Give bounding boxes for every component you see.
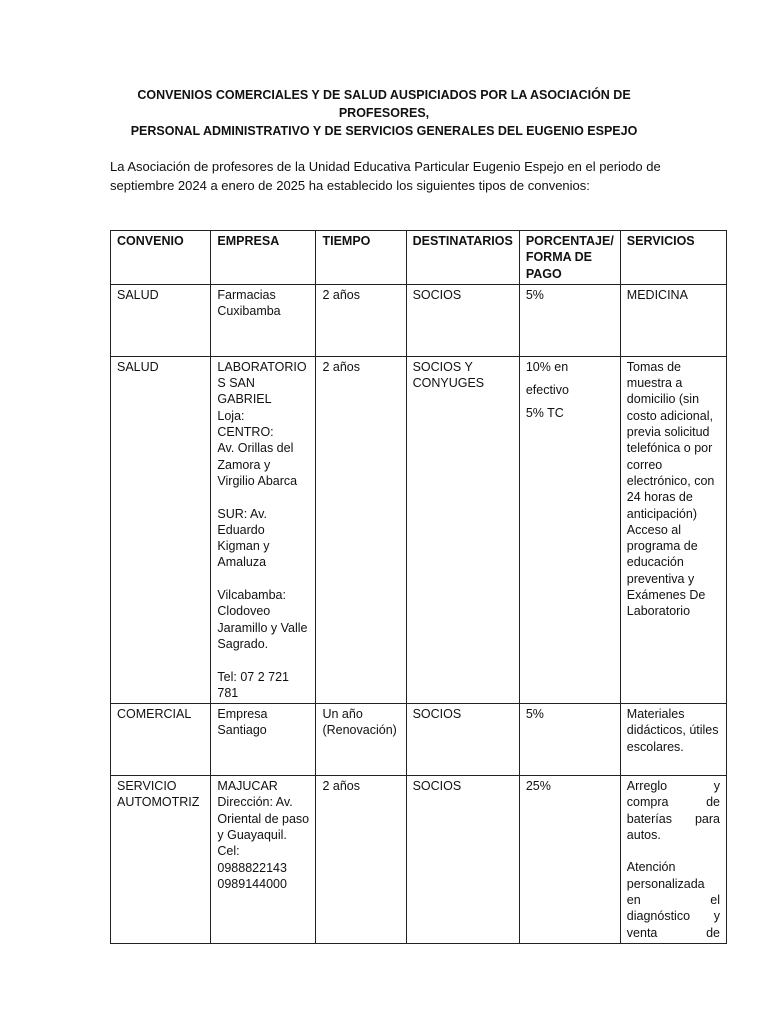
header-servicios: SERVICIOS bbox=[620, 231, 726, 285]
cell-porcentaje: 5% bbox=[519, 704, 620, 776]
cell-empresa: MAJUCAR Dirección: Av. Oriental de paso y Guayaquil. Cel: 0988822143 0989144000 bbox=[211, 776, 316, 944]
cell-destinatarios: SOCIOS bbox=[406, 704, 519, 776]
cell-tiempo: Un año (Renovación) bbox=[316, 704, 406, 776]
table-row bbox=[111, 284, 727, 356]
table-header-row bbox=[111, 231, 727, 285]
cell-servicios bbox=[620, 776, 726, 944]
porcentaje-line: 5% TC bbox=[525, 406, 564, 421]
title-line-2: PERSONAL ADMINISTRATIVO Y DE SERVICIOS GENERALES DEL EUGENIO ESPEJO bbox=[130, 124, 638, 138]
servicios-paragraph: Atención personalizada en el diagnóstico y venta de bbox=[626, 860, 720, 940]
cell-destinatarios: SOCIOS bbox=[406, 776, 519, 944]
cell-servicios: MEDICINA bbox=[620, 284, 726, 356]
intro-paragraph: La Asociación de profesores de la Unidad Educativa Particular Eugenio Espejo en el periodo de septiembre 2024 a enero de 2025 ha establecido los siguientes tipos de convenios: bbox=[110, 159, 661, 193]
table-row bbox=[111, 776, 727, 944]
porcentaje-line: 10% en bbox=[525, 359, 569, 374]
cell-tiempo: 2 años bbox=[316, 776, 406, 944]
cell-tiempo: 2 años bbox=[316, 356, 406, 703]
porcentaje-line: efectivo bbox=[525, 383, 569, 398]
cell-convenio: SERVICIO AUTOMOTRIZ bbox=[111, 776, 211, 944]
cell-convenio: SALUD bbox=[111, 356, 211, 703]
cell-convenio: COMERCIAL bbox=[111, 704, 211, 776]
cell-porcentaje: 25% bbox=[519, 776, 620, 944]
agreements-table bbox=[110, 230, 727, 944]
cell-porcentaje bbox=[519, 356, 620, 703]
header-convenio: CONVENIO bbox=[111, 231, 211, 285]
header-destinatarios: DESTINATARIOS bbox=[406, 231, 519, 285]
table-row bbox=[111, 356, 727, 703]
header-empresa: EMPRESA bbox=[211, 231, 316, 285]
cell-convenio: SALUD bbox=[111, 284, 211, 356]
cell-empresa: LABORATORIO S SAN GABRIEL Loja: CENTRO: Av. Orillas del Zamora y Virgilio Abarca SUR: Av. Eduardo Kigman y Amaluza Vilcabamba: Clodoveo Jaramillo y Valle Sagrado. Tel: 07 2 721 781 bbox=[211, 356, 316, 703]
cell-porcentaje: 5% bbox=[519, 284, 620, 356]
header-porcentaje: PORCENTAJE/ FORMA DE PAGO bbox=[519, 231, 620, 285]
cell-destinatarios: SOCIOS bbox=[406, 284, 519, 356]
document-title bbox=[100, 86, 668, 140]
servicios-paragraph: Arreglo y compra de baterías para autos. bbox=[626, 779, 720, 843]
cell-tiempo: 2 años bbox=[316, 284, 406, 356]
cell-servicios: Tomas de muestra a domicilio (sin costo adicional, previa solicitud telefónica o por correo electrónico, con 24 horas de anticipación) Acceso al programa de educación preventiva y Exámenes De Laboratorio bbox=[620, 356, 726, 703]
cell-servicios: Materiales didácticos, útiles escolares. bbox=[620, 704, 726, 776]
cell-empresa: Empresa Santiago bbox=[211, 704, 316, 776]
title-line-1: CONVENIOS COMERCIALES Y DE SALUD AUSPICIADOS POR LA ASOCIACIÓN DE PROFESORES, bbox=[137, 88, 631, 120]
cell-destinatarios: SOCIOS Y CONYUGES bbox=[406, 356, 519, 703]
cell-empresa: Farmacias Cuxibamba bbox=[211, 284, 316, 356]
header-tiempo: TIEMPO bbox=[316, 231, 406, 285]
table-row bbox=[111, 704, 727, 776]
